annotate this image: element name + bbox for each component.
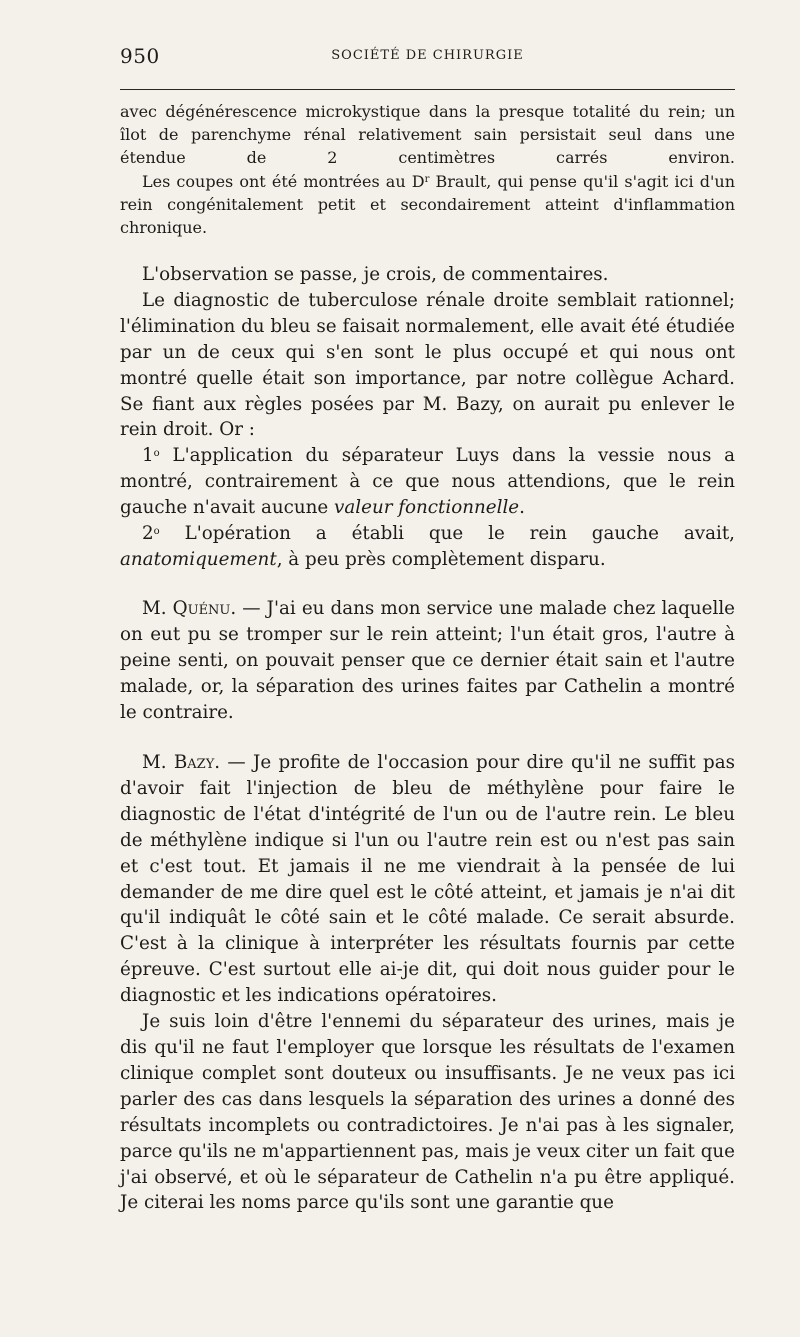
page-number: 950 (120, 44, 160, 68)
discussion-paragraph: Je suis loin d'être l'ennemi du séparateur des urines, mais je dis qu'il ne faut l'employer que lorsque les résultats de l'examen clinique complet sont douteux ou insuffisants. Je ne veux pas ici parler des cas dans lesquels la séparation des urines a donné des résultats incomplets ou contradictoires. Je n'ai pas à les signaler, parce qu'ils ne m'appartiennent pas, mais je veux citer un fait que j'ai observé, et où le séparateur de Cathelin n'a pu être appliqué. Je citerai les noms parce qu'ils sont une garantie que (120, 1011, 735, 1214)
quenu-remark (120, 596, 735, 726)
numbered-paragraph: 2$^o$ L'opération a établi que le rein gauche avait, anatomiquement, à peu près complètement disparu. (120, 523, 735, 570)
discussion-paragraph: M. Quénu. — J'ai eu dans mon service une malade chez laquelle on eut pu se tromper sur le rein atteint; l'un était gros, l'autre à peine senti, on pouvait penser que ce dernier était sain et l'autre malade, or, la séparation des urines faites par Cathelin a montré le contraire. (120, 598, 736, 723)
body-paragraph: L'observation se passe, je crois, de commentaires. (142, 264, 609, 285)
commentary-section (120, 262, 735, 573)
discussion-paragraph: M. Bazy. — Je profite de l'occasion pour dire qu'il ne suffit pas d'avoir fait l'injection de bleu de méthylène pour faire le diagnostic de l'état d'intégrité de l'un ou de l'autre rein. Le bleu de méthylène indique si l'un ou l'autre rein est ou n'est pas sain et c'est tout. Et jamais il ne me viendrait à la pensée de lui demander de me dire quel est le côté atteint, et jamais je n'ai dit qu'il indiquât le côté sain et le côté malade. Ce serait absurde. C'est à la clinique à interpréter les résultats fournis par cette épreuve. C'est surtout elle ai-je dit, qui doit nous guider pour le diagnostic et les indications opératoires. (120, 752, 735, 1007)
body-paragraph: Le diagnostic de tuberculose rénale droite semblait rationnel; l'élimination du bleu se faisait normalement, elle avait été étudiée par un de ceux qui s'en sont le plus occupé et qui nous ont montré quelle était son importance, par notre collègue Achard. Se fiant aux règles posées par M. Bazy, on aurait pu enlever le rein droit. Or : (120, 289, 735, 441)
header-rule (120, 89, 735, 90)
case-paragraph: avec dégénérescence microkystique dans la presque totalité du rein; un îlot de parenchyme rénal relativement sain persistait seul dans une étendue de 2 centimètres carrés environ. (120, 102, 735, 168)
running-head: SOCIÉTÉ DE CHIRURGIE (331, 48, 524, 63)
page-header (120, 44, 735, 70)
closing-case-text (120, 100, 735, 239)
speaker-name: M. Quénu. (142, 598, 237, 619)
bazy-remark (120, 750, 735, 1216)
numbered-paragraph: 1$^o$ L'application du séparateur Luys dans la vessie nous a montré, contrairement à ce que nous attendions, que le rein gauche n'avait aucune valeur fonctionnelle. (120, 445, 735, 519)
speaker-name: M. Bazy. (142, 752, 221, 773)
case-paragraph: Les coupes ont été montrées au $D^r$ Brault, qui pense qu'il s'agit ici d'un rein congénitalement petit et secondairement atteint d'inflammation chronique. (120, 171, 735, 238)
